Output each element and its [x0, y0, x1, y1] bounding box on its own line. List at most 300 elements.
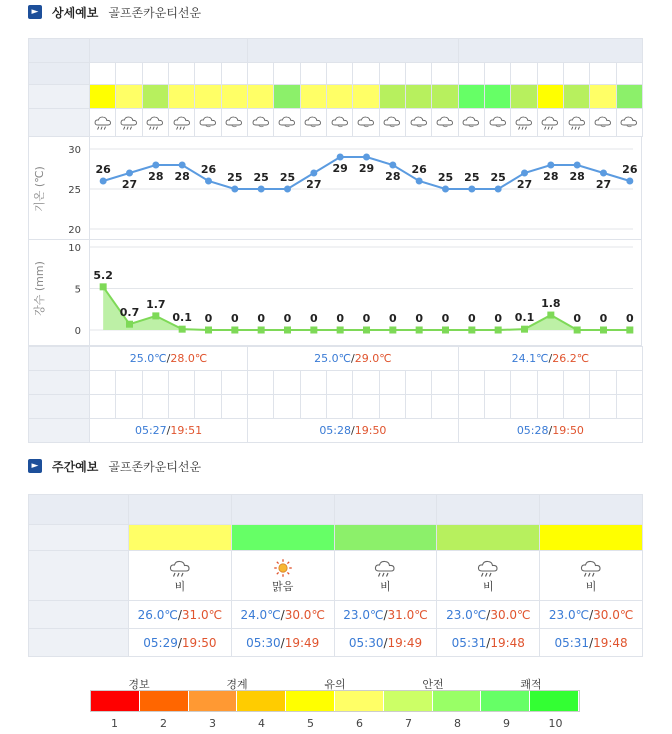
separator: / — [548, 352, 553, 365]
weather-cell — [168, 109, 194, 137]
cloudy-icon — [590, 114, 615, 131]
precip-cell — [537, 371, 563, 395]
time-cell — [563, 63, 589, 85]
scale-name: 유의 — [324, 678, 346, 691]
scale-swatch — [189, 691, 238, 711]
cloudy-icon — [380, 114, 405, 131]
max-temp: 30.0℃ — [593, 607, 634, 622]
precip-cell — [327, 371, 353, 395]
wind-cell — [274, 395, 300, 419]
cloudy-icon — [248, 114, 273, 131]
scale-name: 경계 — [226, 678, 248, 691]
data-label: 25 — [437, 171, 454, 184]
scale-number: 1 — [111, 717, 118, 730]
minmax-label — [29, 347, 90, 371]
weekly-temp — [334, 601, 437, 629]
golf-index-cell — [406, 85, 432, 109]
cloudy-icon — [353, 114, 378, 131]
temp-point — [337, 154, 344, 161]
precip-point — [521, 326, 528, 333]
golf-index-cell — [511, 85, 537, 109]
wind-cell — [300, 395, 326, 419]
precip-cell — [248, 371, 274, 395]
precip-point — [284, 327, 291, 334]
precip-point — [600, 327, 607, 334]
sun-cell — [248, 419, 459, 443]
data-label: 0 — [573, 312, 581, 325]
weekly-date — [540, 495, 643, 525]
sunrise: 05:31 — [554, 635, 590, 650]
y-axis-label: 강수 (mm) — [33, 261, 46, 316]
precip-cell — [379, 371, 405, 395]
rain-cloud-icon — [116, 114, 141, 131]
sunset: 19:49 — [387, 635, 423, 650]
precip-point — [126, 321, 133, 328]
weather-text: 비 — [174, 579, 186, 593]
date-label — [29, 39, 90, 63]
separator: / — [589, 635, 594, 650]
precipitation-chart — [29, 240, 643, 346]
scale-bar — [90, 690, 580, 712]
weather-cell — [484, 109, 510, 137]
weekly-date — [231, 495, 334, 525]
weekly-weather — [129, 551, 232, 601]
precip-point — [179, 326, 186, 333]
wind-cell — [168, 395, 194, 419]
weather-text: 비 — [585, 579, 597, 593]
time-cell — [248, 63, 274, 85]
sunrise: 05:28 — [516, 424, 549, 437]
temp-point — [258, 186, 265, 193]
data-label: 25 — [253, 171, 269, 184]
scale-swatch — [481, 691, 530, 711]
temperature-chart — [29, 137, 643, 239]
wind-cell — [432, 395, 458, 419]
precip-point — [363, 327, 370, 334]
temp-point — [495, 186, 502, 193]
y-tick-label: 5 — [74, 284, 81, 296]
detail-section-title — [28, 4, 201, 20]
detail-title: 상세예보 — [52, 5, 99, 20]
data-label: 0.1 — [172, 311, 192, 325]
precip-cell — [616, 371, 642, 395]
weekly-weather — [437, 551, 540, 601]
precip-point — [152, 312, 159, 319]
sunset: 19:48 — [490, 635, 525, 650]
weekly-date — [129, 495, 232, 525]
temp-point — [626, 178, 633, 185]
data-label: 28 — [543, 170, 559, 183]
time-cell — [221, 63, 247, 85]
precip-point — [468, 327, 475, 334]
weekly-weather — [334, 551, 437, 601]
min-temp: 25.0℃ — [129, 352, 167, 365]
data-label: 0 — [494, 312, 502, 325]
precip-cell — [432, 371, 458, 395]
data-label: 29 — [358, 162, 375, 175]
weekly-index — [129, 525, 232, 551]
temp-point — [100, 178, 107, 185]
weekly-temp-label — [29, 601, 129, 629]
precip-cell — [590, 371, 616, 395]
cloudy-icon — [406, 114, 431, 131]
cloudy-icon — [459, 114, 484, 131]
wind-cell — [616, 395, 642, 419]
sun-cell — [458, 419, 642, 443]
scale-numbers — [90, 717, 580, 730]
separator: / — [280, 635, 285, 650]
temp-point — [389, 162, 396, 169]
time-cell — [537, 63, 563, 85]
y-tick-label: 20 — [68, 225, 81, 236]
data-label: 0 — [310, 312, 318, 325]
golf-index-cell — [537, 85, 563, 109]
time-cell — [379, 63, 405, 85]
sunset: 19:51 — [170, 424, 203, 437]
data-label: 0.7 — [119, 306, 140, 320]
temp-point — [442, 186, 449, 193]
temp-point — [179, 162, 186, 169]
golf-index-cell — [353, 85, 379, 109]
cloudy-icon — [301, 114, 326, 131]
separator: / — [166, 424, 171, 437]
precip-point — [231, 327, 238, 334]
wind-cell — [590, 395, 616, 419]
rain-cloud-icon — [169, 114, 194, 131]
data-label: 26 — [622, 163, 638, 176]
data-label: 1.7 — [146, 297, 166, 311]
separator: / — [280, 607, 285, 622]
data-label: 0 — [415, 312, 423, 325]
scale-number: 10 — [548, 717, 563, 730]
minmax-cell — [90, 347, 248, 371]
time-cell — [458, 63, 484, 85]
scale-number: 4 — [258, 717, 265, 730]
sunrise: 05:28 — [319, 424, 352, 437]
rain-cloud-icon — [90, 114, 115, 131]
precip-cell — [300, 371, 326, 395]
golf-index-cell — [274, 85, 300, 109]
rain-cloud-icon — [538, 114, 563, 131]
golf-index-cell — [432, 85, 458, 109]
detail-table — [28, 38, 643, 137]
sunset: 19:50 — [552, 424, 584, 437]
max-temp: 29.0℃ — [354, 352, 392, 365]
data-label: 0 — [362, 312, 371, 325]
weather-text: 비 — [482, 579, 494, 593]
separator: / — [548, 424, 553, 437]
data-label: 28 — [174, 170, 190, 183]
weekly-index-label — [29, 525, 129, 551]
precip-label — [29, 371, 90, 395]
wind-cell — [353, 395, 379, 419]
min-temp: 26.0℃ — [137, 607, 178, 622]
scale-swatch — [237, 691, 286, 711]
chevron-right-icon: ► — [28, 459, 42, 473]
data-label: 5.2 — [93, 268, 113, 282]
weather-cell — [406, 109, 432, 137]
weekly-sun — [231, 629, 334, 657]
weekly-index — [334, 525, 437, 551]
date-header — [90, 39, 248, 63]
data-label: 0 — [204, 312, 213, 325]
time-cell — [406, 63, 432, 85]
cloudy-icon — [617, 114, 642, 131]
weather-cell — [195, 109, 221, 137]
cloudy-icon — [485, 114, 510, 131]
weekly-table — [28, 494, 643, 657]
charts-area — [28, 137, 642, 346]
minmax-cell — [458, 347, 642, 371]
y-tick-label: 30 — [68, 145, 81, 156]
data-label: 0 — [599, 312, 608, 325]
detail-table-bottom — [28, 346, 643, 443]
precip-cell — [406, 371, 432, 395]
temp-point — [574, 162, 581, 169]
weekly-weather — [231, 551, 334, 601]
sunset: 19:48 — [593, 635, 628, 650]
time-cell — [432, 63, 458, 85]
golf-index-cell — [195, 85, 221, 109]
max-temp: 31.0℃ — [181, 607, 223, 622]
weather-text: 비 — [380, 579, 391, 593]
data-label: 25 — [464, 171, 480, 184]
data-label: 27 — [306, 178, 322, 191]
weekly-place: 골프존카운티선운 — [108, 459, 202, 474]
scale-swatch — [384, 691, 433, 711]
temp-point — [152, 162, 159, 169]
temp-point — [468, 186, 475, 193]
time-cell — [116, 63, 142, 85]
temp-point — [600, 170, 607, 177]
data-label: 0 — [441, 312, 450, 325]
min-temp: 23.0℃ — [446, 607, 487, 622]
wind-cell — [379, 395, 405, 419]
weather-cell — [432, 109, 458, 137]
weather-cell — [379, 109, 405, 137]
wind-cell — [90, 395, 116, 419]
golf-index-scale — [90, 676, 580, 730]
data-label: 0 — [389, 312, 397, 325]
weekly-temp — [129, 601, 232, 629]
scale-swatch — [335, 691, 384, 711]
precip-cell — [116, 371, 142, 395]
golf-index-cell — [616, 85, 642, 109]
precip-cell — [195, 371, 221, 395]
cloudy-icon — [274, 114, 299, 131]
sunrise: 05:30 — [246, 635, 281, 650]
weekly-sun-label — [29, 629, 129, 657]
separator: / — [177, 607, 182, 622]
y-axis-label: 기온 (℃) — [33, 166, 46, 212]
sunrise: 05:29 — [143, 635, 178, 650]
precip-cell — [485, 371, 511, 395]
weather-cell — [458, 109, 484, 137]
time-cell — [300, 63, 326, 85]
time-cell — [484, 63, 510, 85]
scale-swatch — [530, 691, 579, 711]
data-label: 0 — [257, 312, 265, 325]
scale-names — [90, 676, 580, 690]
weather-cell — [511, 109, 537, 137]
time-cell — [90, 63, 116, 85]
weather-cell — [563, 109, 589, 137]
scale-number: 6 — [356, 717, 363, 730]
weather-cell — [353, 109, 379, 137]
sunrise: 05:31 — [451, 635, 487, 650]
rain-cloud-icon — [129, 558, 231, 578]
data-label: 0 — [336, 312, 344, 325]
weekly-sun — [540, 629, 643, 657]
time-cell — [353, 63, 379, 85]
y-tick-label: 0 — [74, 326, 81, 337]
golf-index-cell — [90, 85, 116, 109]
sun-cell — [90, 419, 248, 443]
scale-swatch — [91, 691, 140, 711]
time-cell — [168, 63, 194, 85]
time-cell — [274, 63, 300, 85]
sunset: 19:50 — [354, 424, 387, 437]
temp-point — [231, 186, 238, 193]
weather-cell — [116, 109, 142, 137]
weather-cell — [327, 109, 353, 137]
golf-index-cell — [221, 85, 247, 109]
min-temp: 24.0℃ — [240, 607, 281, 622]
precip-point — [416, 327, 423, 334]
data-label: 28 — [385, 170, 401, 183]
data-label: 27 — [516, 178, 533, 191]
date-header — [248, 39, 459, 63]
wind-cell — [511, 395, 537, 419]
scale-number: 7 — [405, 717, 412, 730]
scale-name: 안전 — [422, 678, 444, 691]
data-label: 26 — [200, 163, 217, 176]
max-temp: 30.0℃ — [490, 607, 531, 622]
temp-point — [284, 186, 291, 193]
precip-point — [389, 327, 396, 334]
data-label: 0 — [626, 312, 634, 325]
weather-cell — [616, 109, 642, 137]
y-tick-label: 25 — [68, 185, 81, 196]
temp-point — [547, 162, 554, 169]
golf-index-cell — [563, 85, 589, 109]
temp-point — [416, 178, 423, 185]
precip-point — [205, 327, 212, 334]
data-label: 0 — [231, 312, 239, 325]
precip-point — [258, 327, 265, 334]
wind-cell — [195, 395, 221, 419]
weather-label — [29, 109, 90, 137]
min-temp: 25.0℃ — [314, 352, 352, 365]
date-header — [458, 39, 642, 63]
time-cell — [590, 63, 616, 85]
weekly-weather — [540, 551, 643, 601]
separator: / — [589, 607, 594, 622]
separator: / — [383, 635, 388, 650]
cloudy-icon — [195, 114, 220, 131]
wind-cell — [406, 395, 432, 419]
minmax-cell — [248, 347, 459, 371]
weather-cell — [300, 109, 326, 137]
scale-number: 5 — [307, 717, 314, 730]
data-label: 26 — [95, 163, 111, 176]
time-cell — [327, 63, 353, 85]
precip-point — [442, 327, 449, 334]
temp-point — [521, 170, 528, 177]
weather-cell — [248, 109, 274, 137]
separator: / — [351, 424, 355, 437]
data-label: 27 — [121, 178, 138, 191]
weekly-date-label — [29, 495, 129, 525]
weekly-temp — [540, 601, 643, 629]
separator: / — [486, 607, 491, 622]
wind-cell — [537, 395, 563, 419]
scale-swatch — [140, 691, 189, 711]
sunrise: 05:27 — [134, 424, 167, 437]
detail-place: 골프존카운티선운 — [108, 5, 202, 20]
weekly-sun — [129, 629, 232, 657]
golf-index-cell — [590, 85, 616, 109]
data-label: 0.1 — [514, 311, 535, 325]
precip-cell — [353, 371, 379, 395]
max-temp: 28.0℃ — [170, 352, 208, 365]
time-label — [29, 63, 90, 85]
weekly-sun — [334, 629, 437, 657]
data-label: 28 — [148, 170, 164, 183]
weather-cell — [90, 109, 116, 137]
precip-point — [495, 327, 502, 334]
precip-cell — [221, 371, 247, 395]
sun-icon — [232, 558, 334, 578]
separator: / — [383, 607, 388, 622]
max-temp: 31.0℃ — [387, 607, 428, 622]
scale-number: 3 — [209, 717, 216, 730]
rain-cloud-icon — [437, 558, 539, 578]
data-label: 1.8 — [541, 297, 561, 311]
wind-cell — [564, 395, 590, 419]
cloudy-icon — [222, 114, 247, 131]
precip-point — [626, 327, 633, 334]
data-label: 26 — [411, 163, 427, 176]
scale-name: 쾌적 — [520, 678, 542, 691]
data-label: 25 — [279, 171, 296, 184]
min-temp: 23.0℃ — [343, 607, 384, 622]
precip-point — [100, 283, 107, 290]
golf-index-cell — [116, 85, 142, 109]
weather-cell — [274, 109, 300, 137]
weekly-index — [437, 525, 540, 551]
wind-label — [29, 395, 90, 419]
max-temp: 30.0℃ — [284, 607, 325, 622]
precip-cell — [168, 371, 194, 395]
weekly-temp — [437, 601, 540, 629]
weekly-temp — [231, 601, 334, 629]
sunset: 19:49 — [284, 635, 320, 650]
precip-point — [337, 327, 344, 334]
data-label: 28 — [569, 170, 585, 183]
precip-cell — [90, 371, 116, 395]
data-label: 27 — [595, 178, 612, 191]
data-label: 0 — [468, 312, 476, 325]
golf-index-cell — [168, 85, 194, 109]
weather-cell — [142, 109, 168, 137]
precip-point — [547, 312, 554, 319]
data-label: 29 — [332, 162, 348, 175]
time-cell — [511, 63, 537, 85]
precip-cell — [274, 371, 300, 395]
weekly-index — [540, 525, 643, 551]
precip-cell — [458, 371, 484, 395]
